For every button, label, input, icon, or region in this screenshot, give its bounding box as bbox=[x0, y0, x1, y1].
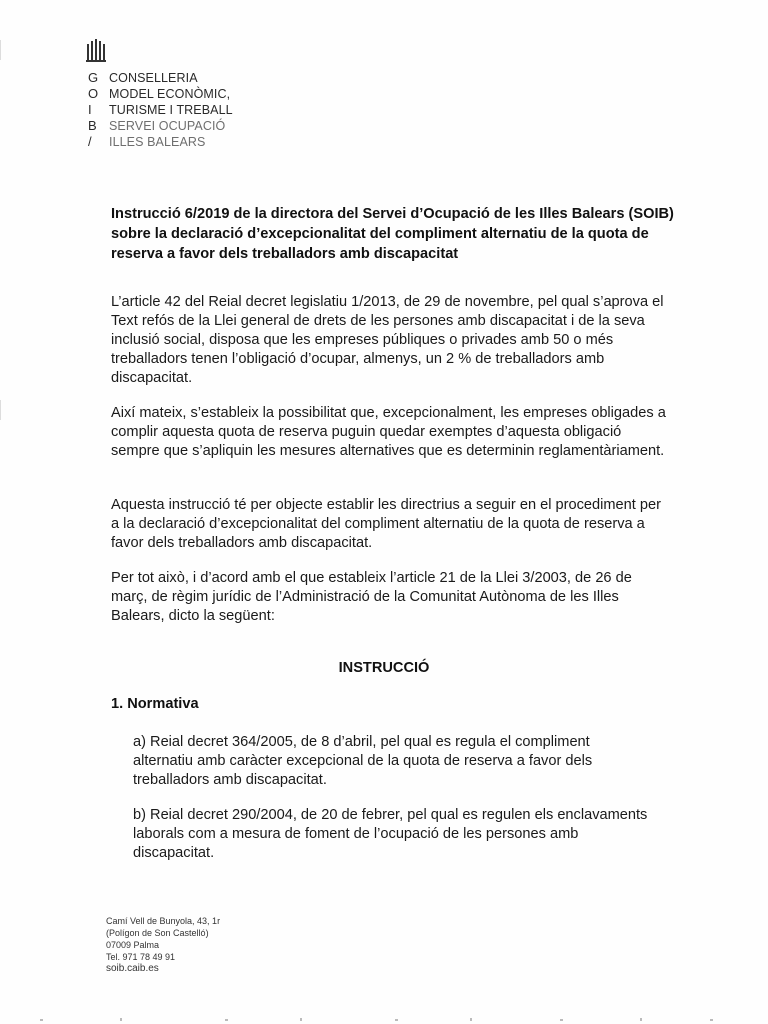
org-line: CONSELLERIA bbox=[109, 71, 198, 85]
org-line: SERVEI OCUPACIÓ bbox=[109, 119, 226, 133]
body-paragraph: Aquesta instrucció té per objecte establir les directrius a seguir en el procediment per a la declaració d’excepcionalitat del compliment alternatiu de la quota de reserva a favor dels treballadors amb discapacitat. bbox=[111, 497, 661, 551]
footer-line: (Polígon de Son Castelló) bbox=[106, 928, 209, 938]
organization-name bbox=[109, 70, 233, 150]
body-paragraph: Per tot això, i d’acord amb el que estableix l’article 21 de la Llei 3/2003, de 26 de març, de règim jurídic de l’Administració de la Comunitat Autònoma de les Illes Balears, dicto la següent: bbox=[111, 570, 632, 624]
org-line: TURISME I TREBALL bbox=[109, 103, 233, 117]
scan-edge-artifact bbox=[0, 40, 2, 420]
goib-letter: G bbox=[88, 70, 99, 85]
list-item: b) Reial decret 290/2004, de 20 de febrer, pel qual es regulen els enclavaments laborals com a mesura de foment de l’ocupació de les persones amb discapacitat. bbox=[133, 807, 648, 861]
goib-letter: B bbox=[88, 118, 97, 133]
org-line: MODEL ECONÒMIC, bbox=[109, 87, 231, 101]
body-paragraph: Així mateix, s’estableix la possibilitat que, excepcionalment, les empreses obligades a complir aquesta quota de reserva puguin quedar exemptes d’aquesta obligació sempre que s’apliquin les mesures alternatives que es determinin reglamentàriament. bbox=[111, 405, 666, 459]
subsection-heading: 1. Normativa bbox=[111, 696, 199, 712]
govern-logo-icon bbox=[86, 38, 108, 64]
footer-line: Tel. 971 78 49 91 bbox=[106, 952, 176, 962]
section-heading: INSTRUCCIÓ bbox=[338, 660, 430, 676]
goib-letters bbox=[88, 70, 104, 150]
body-paragraph: L’article 42 del Reial decret legislatiu 1/2013, de 29 de novembre, pel qual s’aprova el Text refós de la Llei general de drets de les persones amb discapacitat i de la seva inclusió social, disposa que les empreses públiques o privades amb 50 o més treballadors tenen l’obligació d’ocupar, almenys, un 2 % de treballadors amb discapacitat. bbox=[111, 294, 664, 386]
goib-letter: I bbox=[88, 102, 92, 117]
list-item: a) Reial decret 364/2005, de 8 d’abril, pel qual es regula el compliment alternatiu amb caràcter excepcional de la quota de reserva a favor dels treballadors amb discapacitat. bbox=[133, 734, 593, 788]
goib-letter: / bbox=[88, 134, 92, 149]
org-line: ILLES BALEARS bbox=[109, 135, 206, 149]
footer-line: Camí Vell de Bunyola, 43, 1r bbox=[106, 916, 221, 926]
footer-website: soib.caib.es bbox=[106, 963, 159, 974]
scan-artifacts bbox=[0, 1016, 768, 1024]
footer-line: 07009 Palma bbox=[106, 940, 160, 950]
footer-address bbox=[106, 915, 220, 976]
document-title: Instrucció 6/2019 de la directora del Servei d’Ocupació de les Illes Balears (SOIB) sobre la declaració d’excepcionalitat del compliment alternatiu de la quota de reserva a favor dels treballadors amb discapacitat bbox=[111, 206, 674, 262]
goib-letter: O bbox=[88, 86, 99, 101]
